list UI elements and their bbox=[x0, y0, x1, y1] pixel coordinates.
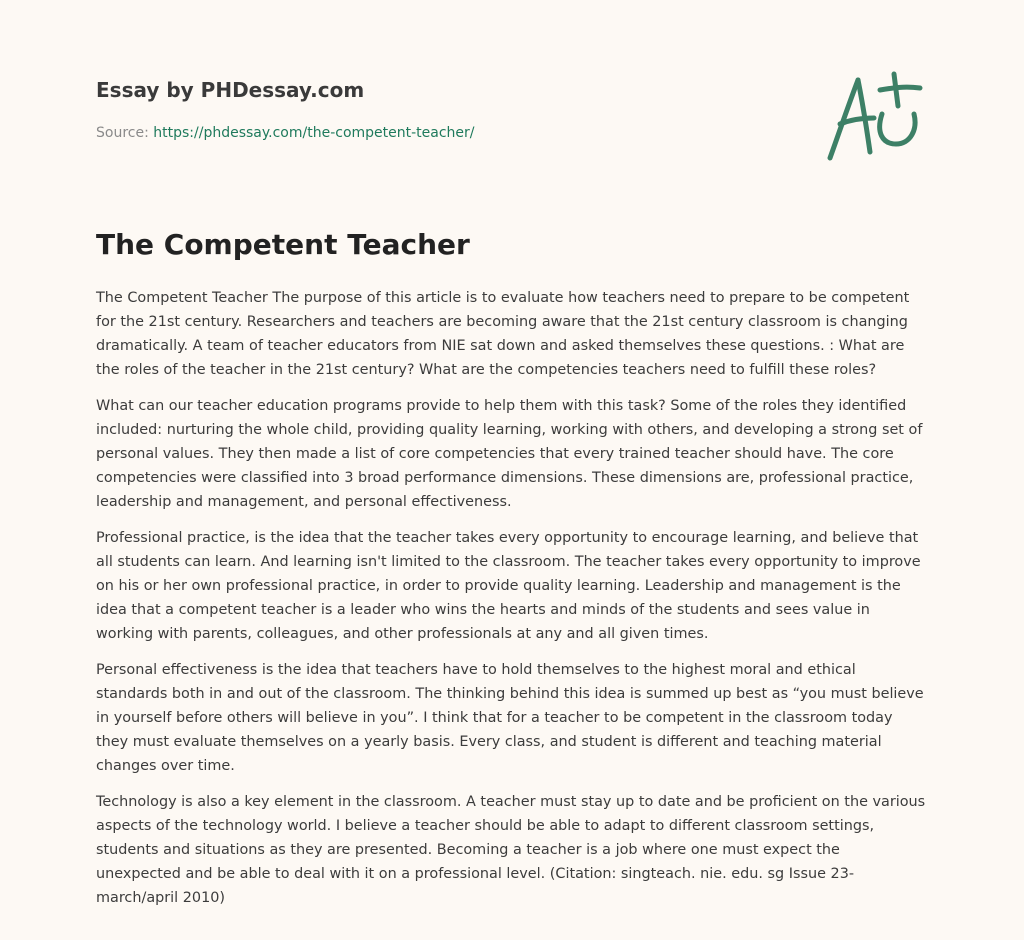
essay-paragraph: What can our teacher education programs provide to help them with this task? Some of the roles they identified included: nurturing the whole child, providing quality learning, working with others, and developing a strong set of personal values. They then made a list of core competencies that every trained teacher should have. The core competencies were classified into 3 broad performance dimensions. These dimensions are, professional practice, leadership and management, and personal effectiveness. bbox=[96, 398, 923, 510]
essay-paragraph: Personal effectiveness is the idea that teachers have to hold themselves to the highest moral and ethical standards both in and out of the classroom. The thinking behind this idea is summed up best as “you must believe in yourself before others will believe in you”. I think that for a teacher to be competent in the classroom today they must evaluate themselves on a yearly basis. Every class, and student is different and teaching material changes over time. bbox=[96, 662, 924, 774]
essay-paragraph: Professional practice, is the idea that the teacher takes every opportunity to encourage learning, and believe that all students can learn. And learning isn't limited to the classroom. The teacher takes every opportunity to improve on his or her own professional practice, in order to provide quality learning. Leadership and management is the idea that a competent teacher is a leader who wins the hearts and minds of the students and sees value in working with parents, colleagues, and other professionals at any and all given times. bbox=[96, 530, 921, 642]
essay-paragraph: The Competent Teacher The purpose of this article is to evaluate how teachers need to prepare to be competent for the 21st century. Researchers and teachers are becoming aware that the 21st century classroom is changing dramatically. A team of teacher educators from NIE sat down and asked themselves these questions. : What are the roles of the teacher in the 21st century? What are the competencies teachers need to fulfill these roles? bbox=[96, 290, 910, 378]
essay-paragraph: Technology is also a key element in the classroom. A teacher must stay up to date and be proficient on the various aspects of the technology world. I believe a teacher should be able to adapt to different classroom settings, students and situations as they are presented. Becoming a teacher is a job where one must expect the unexpected and be able to deal with it on a professional level. (Citation: singteach. nie. edu. sg Issue 23-march/april 2010) bbox=[96, 794, 926, 906]
source-label: Source: bbox=[96, 125, 149, 141]
essay-title: The Competent Teacher bbox=[96, 228, 470, 261]
site-title: Essay by PHDessay.com bbox=[96, 78, 365, 102]
source-line bbox=[96, 124, 796, 142]
source-link[interactable]: https://phdessay.com/the-competent-teacher/ bbox=[153, 125, 475, 141]
a-plus-logo-icon bbox=[824, 66, 932, 166]
page-header bbox=[96, 76, 796, 142]
essay-content bbox=[96, 226, 928, 922]
